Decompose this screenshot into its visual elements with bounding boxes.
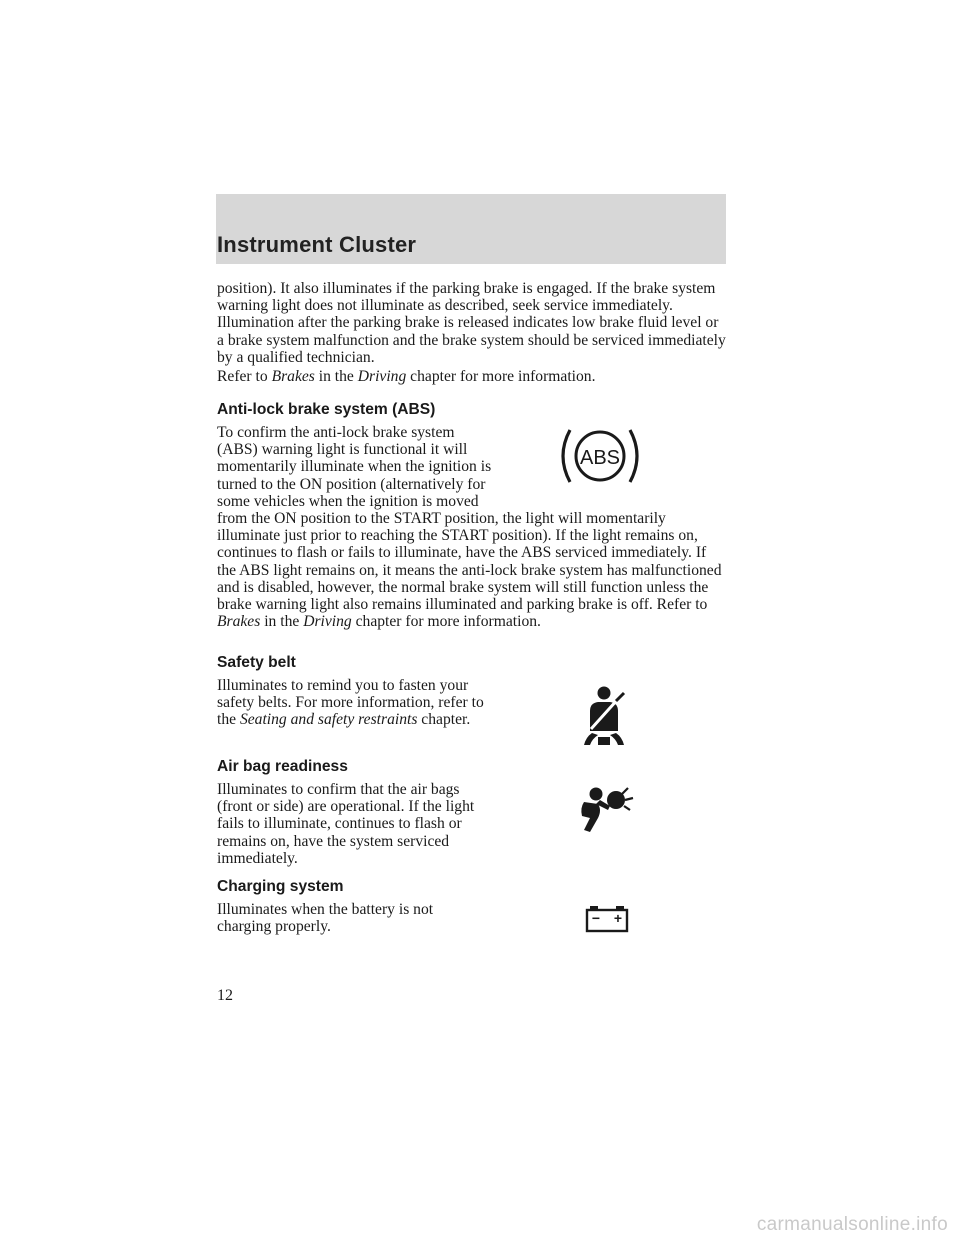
airbag-heading: Air bag readiness	[217, 758, 348, 775]
seatbelt-icon	[576, 685, 632, 747]
safety-belt-text: Illuminates to remind you to fasten your safety belts. For more information, refer to the	[217, 677, 484, 729]
safety-belt-heading: Safety belt	[217, 654, 296, 671]
airbag-icon	[574, 786, 638, 834]
abs-text: To confirm the anti-lock brake system (ABS) warning light is functional it will momentarily illuminate when the ignition is turned to the ON position (alternatively for some vehicles when the ignition is moved from the ON position to the START position, the light will momentarily illuminate just prior to reaching the START position). If the light remains on, continues to flash or fails to illuminate, have the ABS serviced immediately. If the ABS light remains on, it means the anti-lock brake system has malfunctioned and is disabled, however, the normal brake system will still function unless the brake warning light also remains illuminated and parking brake is off. Refer to	[217, 424, 722, 614]
abs-end: chapter for more information.	[351, 613, 541, 631]
safety-belt-paragraph	[217, 677, 487, 729]
safety-belt-text-end: chapter.	[417, 711, 471, 729]
refer-brakes-link: Brakes	[271, 368, 315, 385]
abs-driving-link: Driving	[303, 613, 352, 631]
abs-icon-label: ABS	[579, 447, 621, 469]
site-watermark: carmanualsonline.info	[756, 1214, 948, 1235]
abs-icon-spacer	[493, 424, 727, 510]
battery-icon	[584, 904, 630, 934]
refer-mid: in the	[314, 368, 358, 385]
abs-heading: Anti-lock brake system (ABS)	[217, 401, 436, 418]
page-title: Instrument Cluster	[217, 232, 417, 257]
refer-prefix: Refer to	[217, 368, 272, 385]
abs-brakes-link: Brakes	[217, 613, 261, 631]
airbag-paragraph: Illuminates to confirm that the air bags (front or side) are operational. If the light fails to illuminate, continues to flash or remains on, have the system serviced immediately.	[217, 781, 475, 867]
battery-minus: −	[591, 910, 601, 926]
refer-driving-link: Driving	[357, 368, 407, 385]
intro-paragraph: position). It also illuminates if the parking brake is engaged. If the brake system warning light does not illuminate as described, seek service immediately. Illumination after the parking brake is released indicates low brake fluid level or a brake system malfunction and the brake system should be serviced immediately by a qualified technician.	[217, 280, 726, 366]
charging-heading: Charging system	[217, 878, 344, 895]
charging-paragraph: Illuminates when the battery is not charging properly.	[217, 901, 434, 936]
abs-paragraph	[217, 424, 727, 630]
page-number: 12	[217, 987, 233, 1004]
intro-refer-paragraph	[217, 368, 727, 385]
abs-mid: in the	[260, 613, 304, 631]
battery-plus: +	[613, 910, 623, 926]
refer-suffix: chapter for more information.	[406, 368, 596, 385]
seating-restraints-link: Seating and safety restraints	[239, 711, 418, 729]
